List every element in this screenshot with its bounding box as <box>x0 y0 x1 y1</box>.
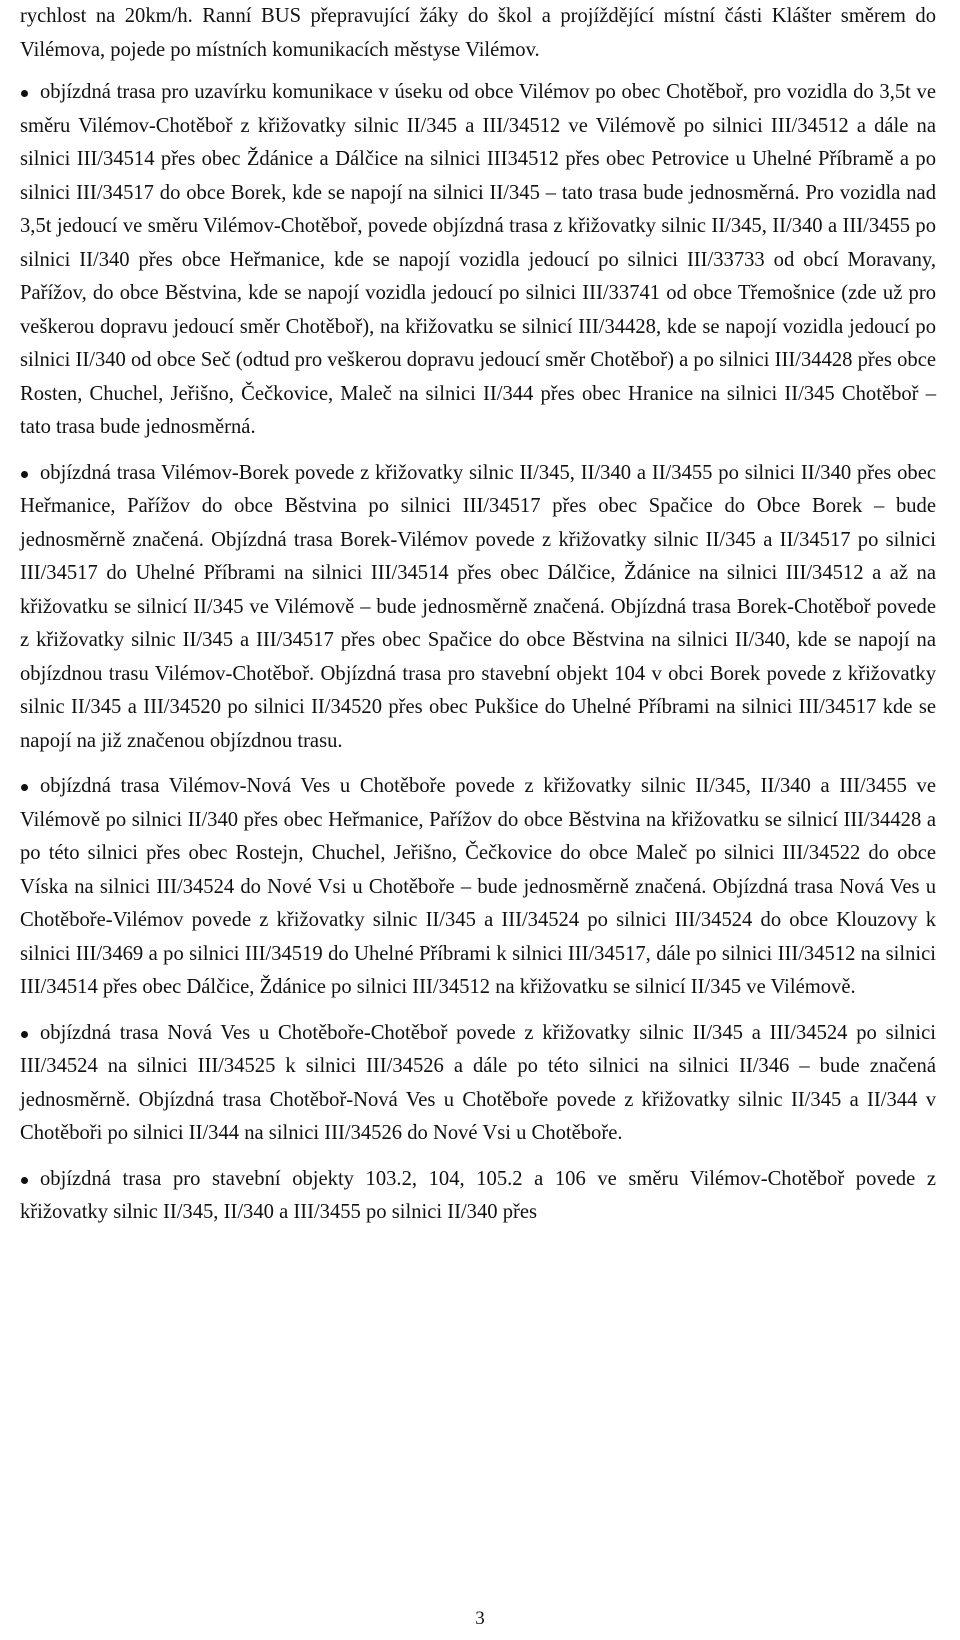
list-item-text: objízdná trasa Nová Ves u Chotěboře-Chotěboř povede z křižovatky silnic II/345 a III/34524 po silnici III/34524 na silnici III/34525 k silnici III/34526 a dále po této silnici na silnici II/346 – bude značená jednosměrně. Objízdná trasa Chotěboř-Nová Ves u Chotěboře povede z křižovatky silnic II/345 a II/344 v Chotěboři po silnici II/344 na silnici III/34526 do Nové Vsi u Chotěboře. <box>20 1021 936 1144</box>
intro-paragraph: rychlost na 20km/h. Ranní BUS přepravující žáky do škol a projíždějící místní části Klášter směrem do Vilémova, pojede po místních komunikacích městyse Vilémov. <box>20 5 936 61</box>
list-item-text: objízdná trasa pro uzavírku komunikace v úseku od obce Vilémov po obec Chotěboř, pro vozidla do 3,5t ve směru Vilémov-Chotěboř z křižovatky silnic II/345 a III/34512 ve Vilémově po silnici III/34512 a dále na silnici III/34514 přes obec Ždánice a Dálčice na silnici III34512 přes obec Petrovice u Uhelné Příbramě a po silnici III/34517 do obce Borek, kde se napojí na silnici II/345 – tato trasa bude jednosměrná. Pro vozidla nad 3,5t jedoucí ve směru Vilémov-Chotěboř, povede objízdná trasa z křižovatky silnic II/345, II/340 a III/3455 po silnici II/340 přes obce Heřmanice, kde se napojí vozidla jedoucí po silnici III/33733 od obcí Moravany, Pařížov, do obce Běstvina, kde se napojí vozidla jedoucí po silnici III/33741 od obce Třemošnice (zde už pro veškerou dopravu jedoucí směr Chotěboř), na křižovatku se silnicí III/34428, kde se napojí vozidla jedoucí po silnici II/340 od obce Seč (odtud pro veškerou dopravu jedoucí směr Chotěboř) a po silnici III/34428 přes obce Rosten, Chuchel, Jeřišno, Čečkovice, Maleč na silnici II/344 přes obec Hranice na silnici II/345 Chotěboř – tato trasa bude jednosměrná. <box>20 81 936 438</box>
list-item-text: objízdná trasa Vilémov-Borek povede z křižovatky silnic II/345, II/340 a II/3455 po silnici II/340 přes obec Heřmanice, Pařížov do obce Běstvina po silnici III/34517 přes obec Spačice do Obce Borek – bude jednosměrně značená. Objízdná trasa Borek-Vilémov povede z křižovatky silnic II/345 a II/34517 po silnici III/34517 do Uhelné Příbrami na silnici III/34514 přes obec Dálčice, Ždánice na silnici III/34512 a až na křižovatku se silnicí II/345 ve Vilémově – bude jednosměrně značená. Objízdná trasa Borek-Chotěboř povede z křižovatky silnic II/345 a III/34517 přes obec Spačice do obce Běstvina na silnici II/340, kde se napojí na objízdnou trasu Vilémov-Chotěboř. Objízdná trasa pro stavební objekt 104 v obci Borek povede z křižovatky silnic II/345 a III/34520 po silnici II/34520 přes obec Pukšice do Uhelné Příbrami na silnici III/34517 kde se napojí na již značenou objízdnou trasu. <box>20 461 936 752</box>
bullet-icon <box>21 784 28 791</box>
list-item <box>20 1017 936 1151</box>
list-item <box>20 76 936 445</box>
detour-route-list <box>20 76 936 1230</box>
bullet-icon <box>21 1177 28 1184</box>
list-item <box>20 770 936 1005</box>
list-item-text: objízdná trasa pro stavební objekty 103.2, 104, 105.2 a 106 ve směru Vilémov-Chotěboř povede z křižovatky silnic II/345, II/340 a III/3455 po silnici II/340 přes <box>20 1167 936 1223</box>
list-item <box>20 457 936 759</box>
bullet-icon <box>21 1031 28 1038</box>
bullet-icon <box>21 90 28 97</box>
document-body <box>20 0 936 1242</box>
bullet-icon <box>21 471 28 478</box>
page-number: 3 <box>475 1608 485 1629</box>
list-item <box>20 1163 936 1230</box>
list-item-text: objízdná trasa Vilémov-Nová Ves u Chotěboře povede z křižovatky silnic II/345, II/340 a III/3455 ve Vilémově po silnici II/340 přes obec Heřmanice, Pařížov do obce Běstvina na křižovatku se silnicí III/34428 a po této silnici přes obec Rostejn, Chuchel, Jeřišno, Čečkovice do obce Maleč po silnici III/34522 do obce Víska na silnici III/34524 do Nové Vsi u Chotěboře – bude jednosměrně značená. Objízdná trasa Nová Ves u Chotěboře-Vilémov povede z křižovatky silnic II/345 a III/34524 po silnici III/34524 do obce Klouzovy k silnici III/3469 a po silnici III/34519 do Uhelné Příbrami k silnici III/34517, dále po silnici III/34512 na silnici III/34514 přes obec Dálčice, Ždánice po silnici III/34512 na křižovatku se silnicí II/345 ve Vilémově. <box>20 775 936 998</box>
